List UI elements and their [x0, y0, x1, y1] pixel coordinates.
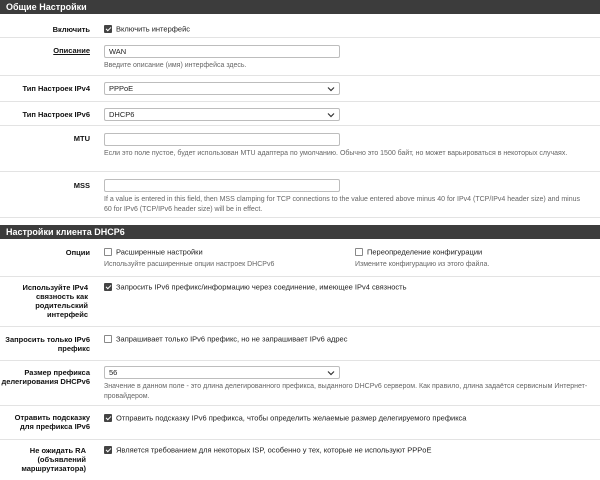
enable-label: Включить: [52, 25, 90, 34]
use-ipv4-field: [104, 282, 407, 292]
prefix-size-select[interactable]: [104, 366, 340, 379]
no-wait-ra-row: [0, 440, 600, 480]
prefix-only-checkbox[interactable]: [104, 335, 112, 343]
ipv6-type-label: Тип Настроек IPv6: [22, 110, 90, 119]
send-hint-field: [104, 413, 466, 423]
mss-input[interactable]: [104, 179, 340, 192]
description-row: [0, 38, 600, 76]
send-hint-checkbox-label: Отправить подсказку IPv6 префикса, чтобы определить желаемые размер делегируемого префикса: [116, 413, 467, 423]
override-help: Измените конфигурацию из этого файла.: [355, 261, 490, 268]
override-checkbox-label: Переопределение конфигурации: [367, 247, 483, 257]
no-wait-ra-field: [104, 445, 431, 455]
send-hint-checkbox[interactable]: [104, 414, 112, 422]
mtu-row: [0, 126, 600, 172]
options-label: Опции: [65, 248, 90, 257]
mtu-label: MTU: [73, 134, 90, 143]
enable-checkbox-label: Включить интерфейс: [116, 24, 191, 34]
general-settings-header: Общие Настройки: [0, 0, 600, 14]
description-label[interactable]: Описание: [53, 46, 90, 55]
no-wait-ra-label: Не ожидать RA (объявлений маршрутизатора): [21, 446, 86, 473]
prefix-size-help: Значение в данном поле - это длина делегированного префикса, выданного DHCPv6 сервером. Как правило, длина задаётся сервисным Интернет-провайдером.: [104, 383, 588, 400]
ipv4-type-label: Тип Настроек IPv4: [22, 84, 90, 93]
prefix-only-label: Запросить только IPv6 префикс: [5, 335, 90, 353]
ipv6-type-value: DHCP6: [109, 110, 135, 119]
chevron-down-icon: [327, 85, 335, 93]
prefix-size-value: 56: [109, 368, 118, 377]
no-wait-ra-checkbox-label: Является требованием для некоторых ISP, особенно у тех, которые не используют PPPoE: [116, 445, 432, 455]
no-wait-ra-checkbox[interactable]: [104, 446, 112, 454]
mss-help: If a value is entered in this field, then MSS clamping for TCP connections to the value entered above minus 40 for IPv4 (TCP/IPv4 header size) and minus 60 for IPv6 (TCP/IPv6 header size) will be in effect.: [104, 196, 580, 213]
ipv4-type-select[interactable]: [104, 82, 340, 95]
send-hint-label: Отравить подсказку для префикса IPv6: [14, 413, 90, 431]
mtu-input[interactable]: [104, 133, 340, 146]
prefix-size-label: Размер префикса делегирования DHCPv6: [1, 368, 90, 386]
prefix-size-row: [0, 361, 600, 406]
use-ipv4-row: [0, 277, 600, 327]
options-row: [0, 239, 600, 277]
advanced-field: [104, 247, 203, 257]
prefix-only-checkbox-label: Запрашивает только IPv6 префикс, но не запрашивает IPv6 адрес: [116, 334, 348, 344]
prefix-only-field: [104, 334, 347, 344]
override-checkbox[interactable]: [355, 248, 363, 256]
ipv4-type-row: [0, 76, 600, 102]
override-field: [355, 247, 482, 257]
ipv6-type-select[interactable]: [104, 108, 340, 121]
chevron-down-icon: [327, 369, 335, 377]
chevron-down-icon: [327, 111, 335, 119]
advanced-checkbox[interactable]: [104, 248, 112, 256]
mss-label: MSS: [73, 181, 90, 190]
mss-row: [0, 172, 600, 218]
enable-field: [104, 24, 190, 34]
dhcp6-settings-header: Настройки клиента DHCP6: [0, 225, 600, 239]
advanced-checkbox-label: Расширенные настройки: [116, 247, 203, 257]
use-ipv4-checkbox-label: Запросить IPv6 префикс/информацию через соединение, имеющее IPv4 связность: [116, 282, 407, 292]
ipv4-type-value: PPPoE: [109, 84, 134, 93]
ipv6-type-row: [0, 102, 600, 126]
enable-row: [0, 14, 600, 38]
enable-checkbox[interactable]: [104, 25, 112, 33]
prefix-only-row: [0, 327, 600, 361]
description-help: Введите описание (имя) интерфейса здесь.: [104, 62, 247, 69]
advanced-help: Используйте расширенные опции настроек DHCPv6: [104, 261, 275, 268]
use-ipv4-label: Используйте IPv4 связность как родительский интерфейс: [22, 283, 88, 319]
description-input[interactable]: WAN: [104, 45, 340, 58]
send-hint-row: [0, 406, 600, 440]
mtu-help: Если это поле пустое, будет использован MTU адаптера по умолчанию. Обычно это 1500 байт, но может варьироваться в некоторых случаях.: [104, 150, 568, 157]
use-ipv4-checkbox[interactable]: [104, 283, 112, 291]
